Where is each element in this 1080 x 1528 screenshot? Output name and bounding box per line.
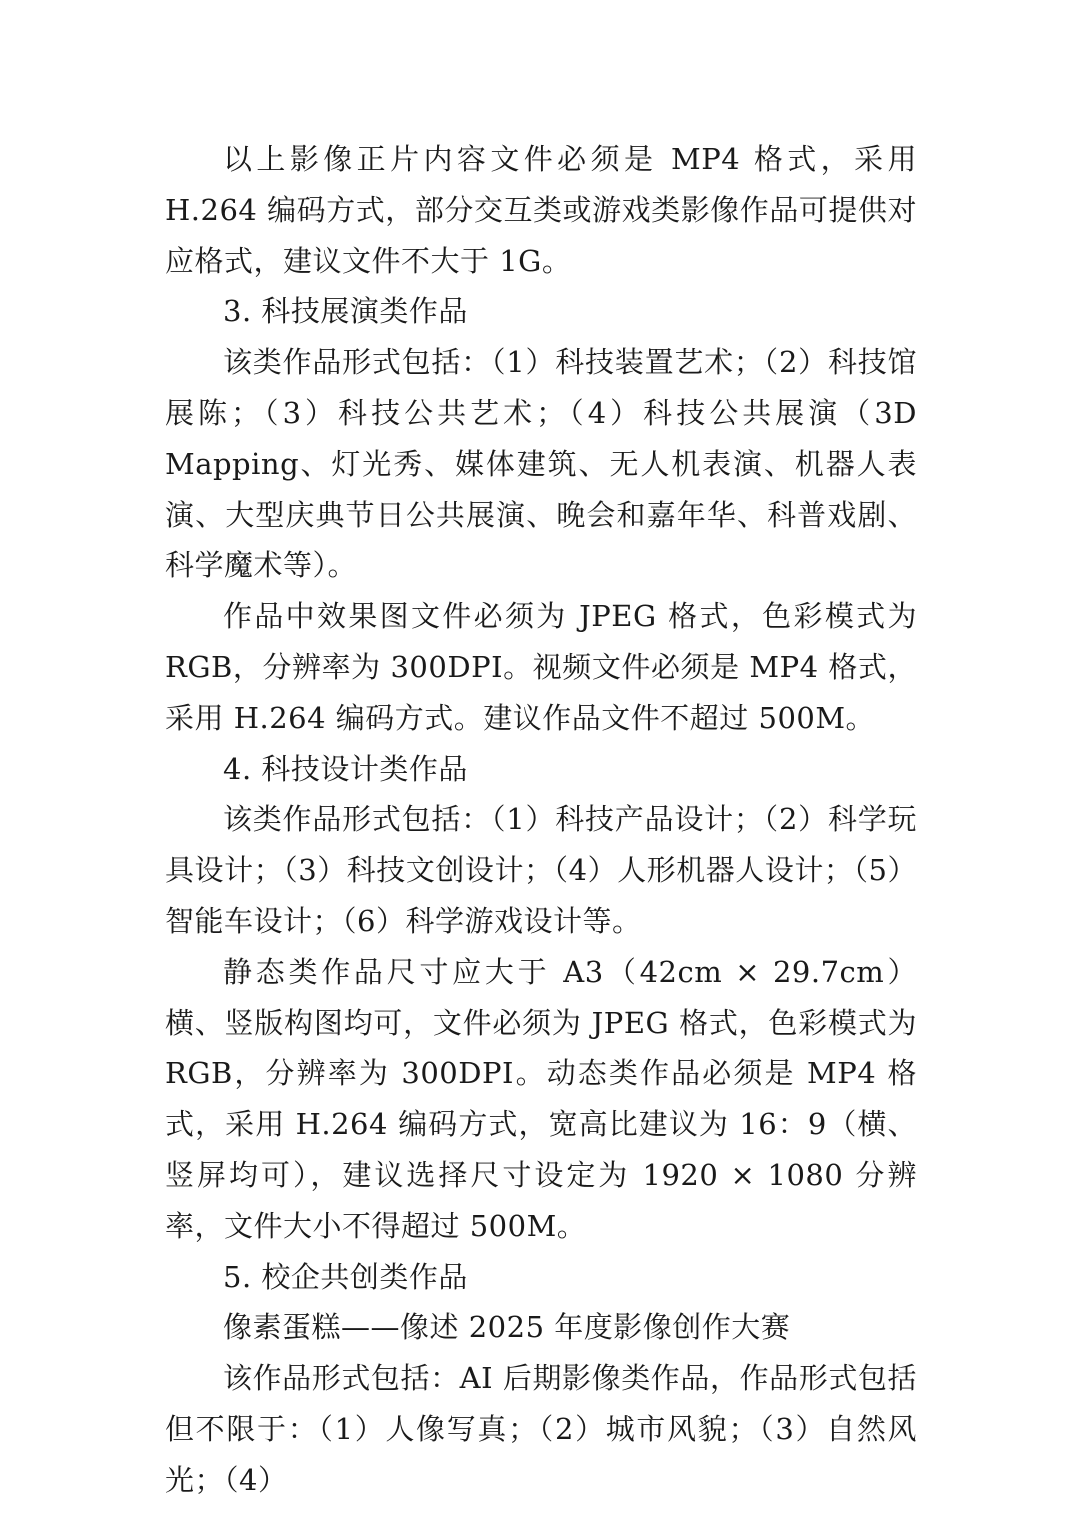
document-page [165,134,917,1506]
paragraph-coop-forms: 该作品形式包括：AI 后期影像类作品，作品形式包括但不限于：（1）人像写真；（2）城市风貌；（3）自然风光；（4） [165,1361,917,1497]
paragraph-tech-show-files: 作品中效果图文件必须为 JPEG 格式，色彩模式为 RGB，分辨率为 300DPI。视频文件必须是 MP4 格式，采用 H.264 编码方式。建议作品文件不超过 500M。 [165,599,917,735]
paragraph-tech-design-forms: 该类作品形式包括：（1）科技产品设计；（2）科学玩具设计；（3）科技文创设计；（4）人形机器人设计；（5）智能车设计；（6）科学游戏设计等。 [165,802,917,938]
paragraph-tech-design-files: 静态类作品尺寸应大于 A3（42cm × 29.7cm）横、竖版构图均可，文件必须为 JPEG 格式，色彩模式为 RGB，分辨率为 300DPI。动态类作品必须是 MP4 格式，采用 H.264 编码方式，宽高比建议为 16：9（横、竖屏均可），建议选择尺寸设定为 1920 × 1080 分辨率，文件大小不得超过 500M。 [165,954,917,1243]
contest-title: 像素蛋糕——像述 2025 年度影像创作大赛 [223,1310,791,1345]
paragraph-mp4-requirement: 以上影像正片内容文件必须是 MP4 格式，采用 H.264 编码方式，部分交互类或游戏类影像作品可提供对应格式，建议文件不大于 1G。 [165,142,917,278]
paragraph-tech-show-forms: 该类作品形式包括：（1）科技装置艺术；（2）科技馆展陈；（3）科技公共艺术；（4）科技公共展演（3D Mapping、灯光秀、媒体建筑、无人机表演、机器人表演、大型庆典节日公共展演、晚会和嘉年华、科普戏剧、科学魔术等）。 [165,345,917,583]
section-heading-4: 4. 科技设计类作品 [223,751,468,786]
section-heading-5: 5. 校企共创类作品 [223,1259,468,1294]
section-heading-3: 3. 科技展演类作品 [223,294,468,329]
